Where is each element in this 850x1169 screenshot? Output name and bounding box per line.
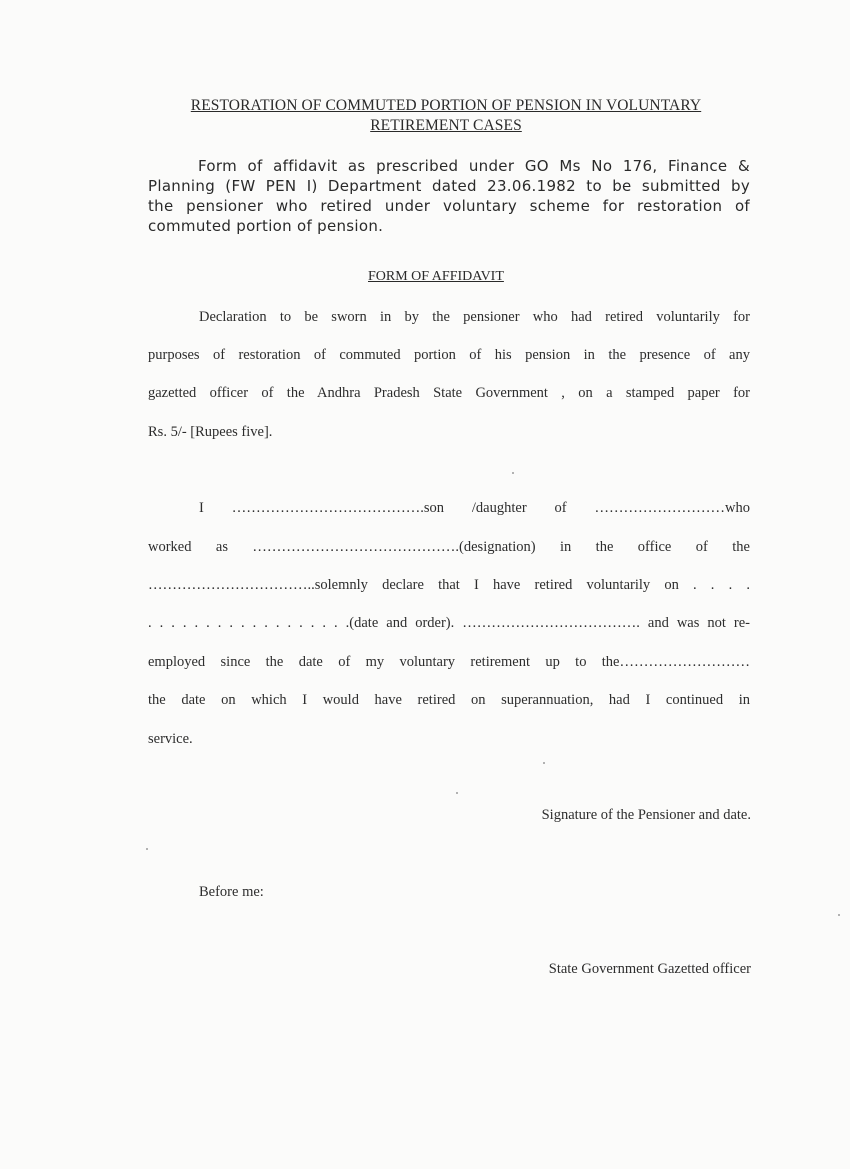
document-title-line-1: RESTORATION OF COMMUTED PORTION OF PENSION IN VOLUNTARY — [190, 97, 702, 114]
scan-speck — [838, 914, 840, 916]
declaration-line-1: Declaration to be sworn in by the pensioner who had retired voluntarily for — [199, 309, 750, 325]
affidavit-line-4: . . . . . . . . . . . . . . . . . .(date and order). ………………………………. and was not re- — [148, 615, 750, 631]
declaration-line-3: gazetted officer of the Andhra Pradesh State Government , on a stamped paper for — [148, 385, 750, 401]
affidavit-line-7: service. — [148, 731, 193, 747]
affidavit-line-6: the date on which I would have retired on superannuation, had I continued in — [148, 692, 750, 708]
gazetted-officer-label: State Government Gazetted officer — [548, 961, 751, 977]
intro-line-4: commuted portion of pension. — [148, 217, 384, 235]
intro-line-2: Planning (FW PEN I) Department dated 23.06.1982 to be submitted by — [148, 177, 750, 195]
affidavit-line-3: ……………………………..solemnly declare that I have retired voluntarily on . . . . — [148, 577, 750, 593]
declaration-line-2: purposes of restoration of commuted portion of his pension in the presence of any — [148, 347, 750, 363]
scan-speck — [146, 848, 148, 850]
scan-speck — [543, 762, 545, 764]
form-heading: FORM OF AFFIDAVIT — [368, 269, 504, 284]
scan-speck — [512, 472, 514, 474]
scan-speck — [456, 792, 458, 794]
before-me-label: Before me: — [199, 884, 264, 900]
intro-line-3: the pensioner who retired under voluntary scheme for restoration of — [148, 197, 750, 215]
declaration-line-4: Rs. 5/- [Rupees five]. — [148, 424, 273, 440]
affidavit-line-1: I ………………………………….son /daughter of ………………………who — [199, 500, 750, 516]
affidavit-line-5: employed since the date of my voluntary retirement up to the……………………… — [148, 654, 750, 670]
affidavit-line-2: worked as …………………………………….(designation) in the office of the — [148, 539, 750, 555]
intro-line-1: Form of affidavit as prescribed under GO Ms No 176, Finance & — [198, 157, 750, 175]
pensioner-signature-label: Signature of the Pensioner and date. — [541, 807, 751, 823]
document-title-line-2: RETIREMENT CASES — [370, 117, 522, 134]
